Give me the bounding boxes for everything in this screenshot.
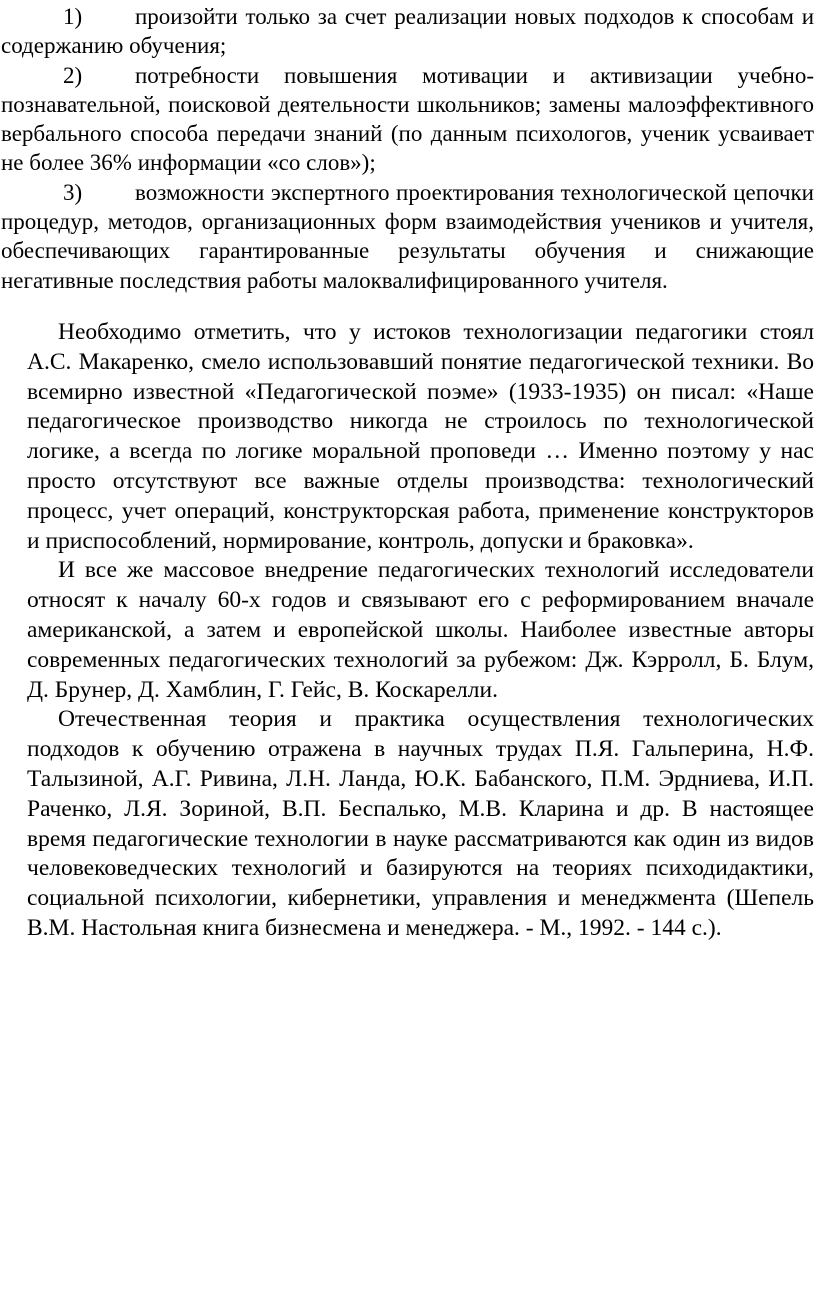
list-item-text: произойти только за счет реализации новых подходов к способам и содержанию обучения; (1, 4, 814, 59)
list-item-number: 1) (63, 4, 83, 29)
list-item-number: 3) (63, 179, 83, 205)
paragraph-mass-adoption: И все же массовое внедрение педагогических технологий исследователи относят к началу 60-х годов и связывают его с реформированием вначале американской, а затем и европейской школы. Наиболее известные авторы современных педагогических технологий за рубежом: Дж. Кэрролл, Б. Блум, Д. Брунер, Д. Хамблин, Г. Гейс, В. Коскарелли. (27, 557, 814, 703)
paragraph-makarenko: Необходимо отметить, что у истоков технологизации педагогики стоял А.С. Макаренко, смело использовавший понятие педагогической техники. Во всемирно известной «Педагогической поэме» (1933-1935) он писал: «Наше педагогическое производство никогда не строилось по технологической логике, а всегда по логике моральной проповеди … Именно поэтому у нас просто отсутствуют все важные отделы производства: технологический процесс, учет операций, конструкторская работа, применение конструкторов и приспособлений, нормирование, контроль, допуски и браковка». (27, 319, 814, 554)
list-item (1, 61, 814, 178)
list-item-text: потребности повышения мотивации и активизации учебно-познавательной, поисковой деятельности школьников; замены малоэффективного вербального способа передачи знаний (по данным психологов, ученик усваивает не более 36% информации «со слов»); (1, 62, 814, 176)
list-item (1, 178, 814, 295)
list-item-text: возможности экспертного проектирования технологической цепочки процедур, методов, организационных форм взаимодействия учеников и учителя, обеспечивающих гарантированные результаты обучения и снижающие негативные последствия работы малоквалифицированного учителя. (1, 179, 814, 293)
list-item (1, 2, 814, 61)
numbered-list (1, 2, 814, 295)
list-item-number: 2) (63, 62, 83, 88)
body-text (27, 318, 814, 944)
paragraph-domestic-theory: Отечественная теория и практика осуществления технологических подходов к обучению отражена в научных трудах П.Я. Гальперина, Н.Ф. Талызиной, А.Г. Ривина, Л.Н. Ланда, Ю.К. Бабанского, П.М. Эрдниева, И.П. Раченко, Л.Я. Зориной, В.П. Беспалько, М.В. Кларина и др. В настоящее время педагогические технологии в науке рассматриваются как один из видов человековедческих технологий и базируются на теориях психодидактики, социальной психологии, кибернетики, управления и менеджмента (Шепель В.М. Настольная книга бизнесмена и менеджера. - М., 1992. - 144 с.). (27, 706, 814, 941)
